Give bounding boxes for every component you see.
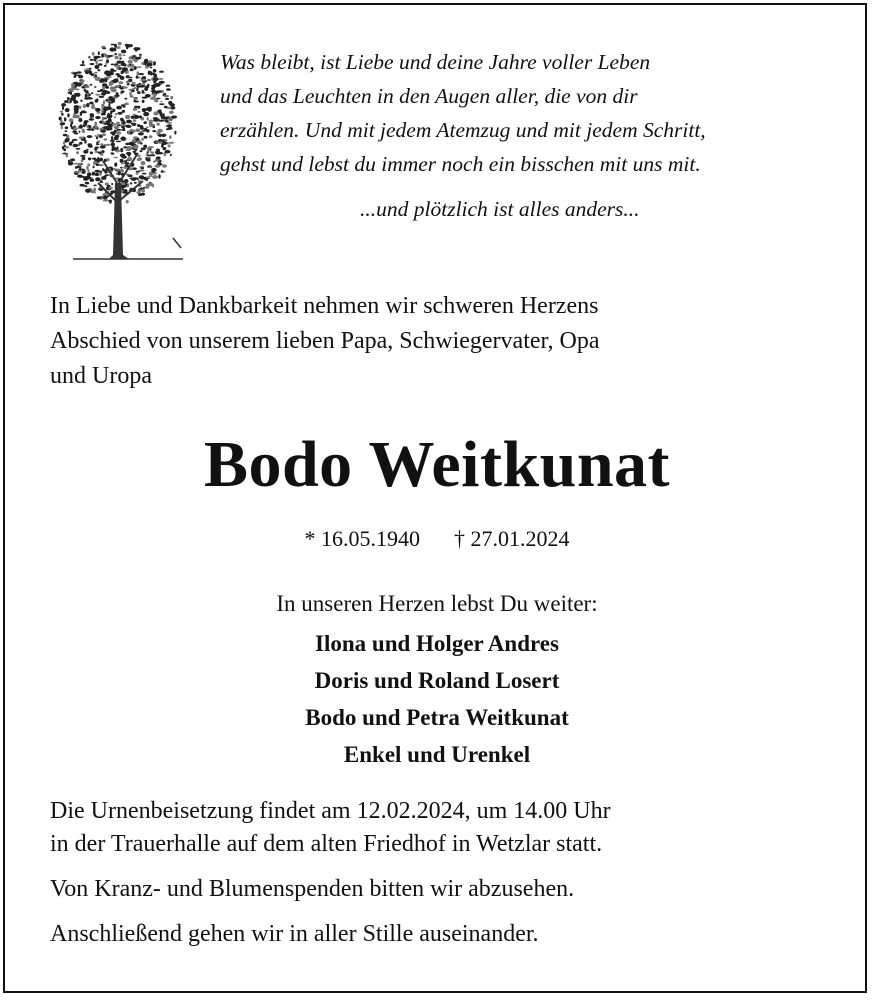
poem-line: gehst und lebst du immer noch ein bisschen mit uns mit. (220, 152, 701, 176)
death-date: † 27.01.2024 (454, 526, 570, 551)
birth-date: * 16.05.1940 (304, 526, 420, 551)
poem-line: Was bleibt, ist Liebe und deine Jahre voller Leben (220, 50, 651, 74)
poem-closing: ...und plötzlich ist alles anders... (360, 197, 640, 221)
farewell-note: Anschließend gehen wir in aller Stille auseinander. (50, 921, 539, 947)
tree-icon (43, 33, 193, 263)
poem (220, 45, 860, 226)
burial-line: Die Urnenbeisetzung findet am 12.02.2024, um 14.00 Uhr (50, 798, 611, 824)
burial-line: in der Trauerhalle auf dem alten Friedhof in Wetzlar statt. (50, 831, 603, 857)
ceremony-info (50, 795, 850, 951)
life-dates (5, 521, 869, 557)
intro-line: In Liebe und Dankbarkeit nehmen wir schweren Herzens (50, 293, 599, 319)
obituary-notice (3, 3, 867, 993)
intro-line: Abschied von unserem lieben Papa, Schwiegervater, Opa (50, 328, 600, 354)
intro-line: und Uropa (50, 363, 152, 389)
heart-line: In unseren Herzen lebst Du weiter: (276, 591, 598, 616)
intro-text (50, 289, 840, 394)
poem-line: und das Leuchten in den Augen aller, die von dir (220, 84, 638, 108)
deceased-name: Bodo Weitkunat (203, 428, 671, 501)
mourner: Enkel und Urenkel (343, 742, 531, 767)
mourner: Ilona und Holger Andres (315, 631, 559, 656)
mourner: Doris und Roland Losert (314, 668, 560, 693)
poem-line: erzählen. Und mit jedem Atemzug und mit jedem Schritt, (220, 118, 706, 142)
mourner: Bodo und Petra Weitkunat (305, 705, 569, 730)
mourners-list (5, 625, 869, 773)
flowers-note: Von Kranz- und Blumenspenden bitten wir abzusehen. (50, 876, 575, 902)
